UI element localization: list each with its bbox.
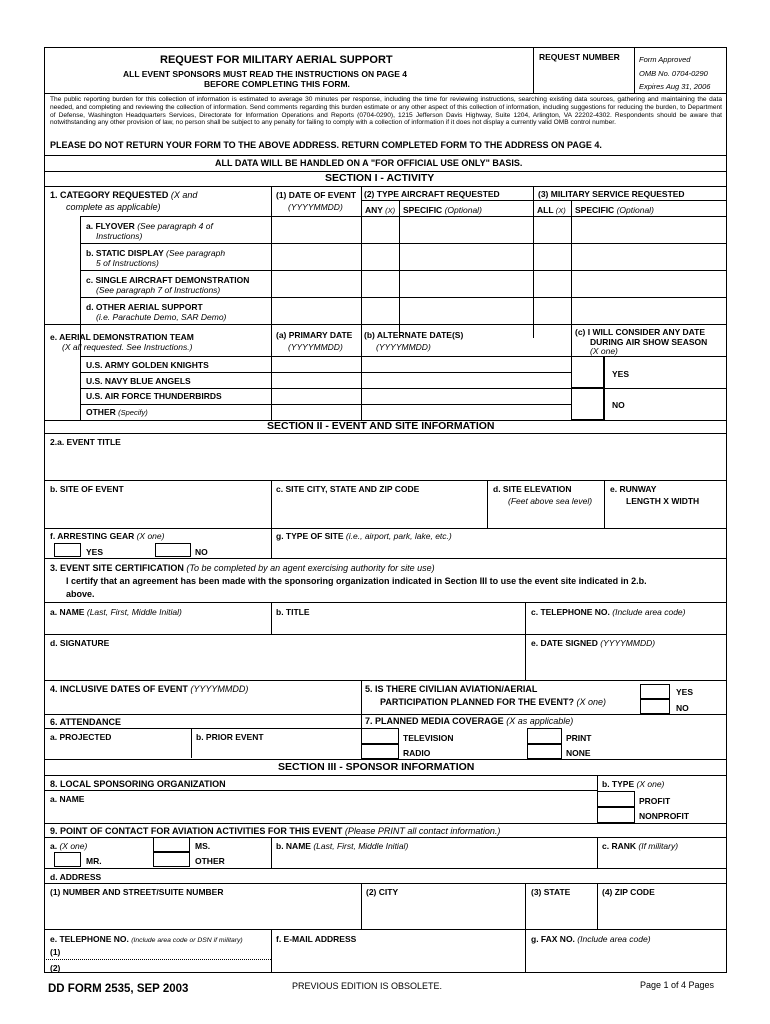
static-display-label: b. STATIC DISPLAY (See paragraph bbox=[86, 248, 226, 258]
single-aircraft-note: (See paragraph 7 of Instructions) bbox=[96, 285, 221, 295]
print-checkbox[interactable] bbox=[527, 728, 562, 744]
civilian-participation-label: PARTICIPATION PLANNED FOR THE EVENT? (X one) bbox=[380, 697, 607, 707]
category-requested-label: 1. CATEGORY REQUESTED (X and bbox=[50, 190, 198, 200]
team-golden-knights: U.S. ARMY GOLDEN KNIGHTS bbox=[86, 360, 209, 370]
other-aerial-note: (i.e. Parachute Demo, SAR Demo) bbox=[96, 312, 227, 322]
consider-season-label: DURING AIR SHOW SEASON bbox=[590, 337, 708, 347]
primary-date-label: (a) PRIMARY DATE bbox=[276, 330, 353, 340]
site-city-label: c. SITE CITY, STATE AND ZIP CODE bbox=[276, 484, 420, 494]
civilian-no-checkbox[interactable] bbox=[640, 699, 670, 714]
flyover-label: a. FLYOVER (See paragraph 4 of bbox=[86, 221, 213, 231]
page-number: Page 1 of 4 Pages bbox=[640, 980, 715, 990]
certification-text: I certify that an agreement has been made with the sponsoring organization indicated in Section III to use the event site indicated in 2.b. bbox=[66, 576, 647, 586]
ms-label: MS. bbox=[195, 841, 211, 851]
all-label: ALL (X) bbox=[537, 205, 566, 215]
alternate-date-label: (b) ALTERNATE DATE(S) bbox=[364, 330, 464, 340]
poc-name-label: b. NAME (Last, First, Middle Initial) bbox=[276, 841, 409, 851]
expiration-date: Expires Aug 31, 2006 bbox=[639, 82, 711, 91]
radio-label: RADIO bbox=[403, 748, 431, 758]
rank-label: c. RANK (If military) bbox=[602, 841, 679, 851]
profit-checkbox[interactable] bbox=[597, 791, 635, 807]
flyover-note: Instructions) bbox=[96, 231, 143, 241]
site-of-event-label: b. SITE OF EVENT bbox=[50, 484, 124, 494]
type-of-site-label: g. TYPE OF SITE (i.e., airport, park, lake, etc.) bbox=[276, 531, 452, 541]
civilian-no-label: NO bbox=[676, 703, 689, 713]
address-label: d. ADDRESS bbox=[50, 872, 102, 882]
arresting-no-label: NO bbox=[195, 547, 208, 557]
consider-no-label: NO bbox=[612, 400, 625, 410]
fouo-notice: ALL DATA WILL BE HANDLED ON A "FOR OFFICIAL USE ONLY" BASIS. bbox=[215, 158, 523, 168]
consider-no-checkbox[interactable] bbox=[571, 388, 604, 420]
cert-telephone-label: c. TELEPHONE NO. (Include area code) bbox=[531, 607, 686, 617]
instruction-line-2: BEFORE COMPLETING THIS FORM. bbox=[204, 79, 350, 89]
poc-telephone-label: e. TELEPHONE NO. (Include area code or DSN if military) bbox=[50, 934, 243, 944]
sponsor-type-label: b. TYPE (X one) bbox=[602, 779, 665, 789]
site-certification-label: 3. EVENT SITE CERTIFICATION (To be completed by an agent exercising authority for site use) bbox=[50, 563, 435, 573]
mr-label: MR. bbox=[86, 856, 102, 866]
arresting-yes-label: YES bbox=[86, 547, 104, 557]
arresting-yes-checkbox[interactable] bbox=[54, 543, 81, 557]
specific-label: SPECIFIC (Optional) bbox=[403, 205, 482, 215]
salutation-label: a. (X one) bbox=[50, 841, 88, 851]
date-of-event-format: (YYYYMMDD) bbox=[288, 202, 343, 212]
service-specific-label: SPECIFIC (Optional) bbox=[575, 205, 654, 215]
email-label: f. E-MAIL ADDRESS bbox=[276, 934, 357, 944]
consider-yes-label: YES bbox=[612, 369, 630, 379]
profit-label: PROFIT bbox=[639, 796, 671, 806]
return-notice: PLEASE DO NOT RETURN YOUR FORM TO THE ABOVE ADDRESS. RETURN COMPLETED FORM TO THE ADDRESS ON PAGE 4. bbox=[50, 140, 602, 150]
tv-checkbox[interactable] bbox=[361, 728, 399, 744]
team-thunderbirds: U.S. AIR FORCE THUNDERBIRDS bbox=[86, 391, 222, 401]
primary-date-format: (YYYYMMDD) bbox=[288, 342, 343, 352]
certification-text-2: above. bbox=[66, 589, 95, 599]
tv-label: TELEVISION bbox=[403, 733, 454, 743]
event-title-field[interactable] bbox=[46, 450, 726, 478]
poc-label: 9. POINT OF CONTACT FOR AVIATION ACTIVITIES FOR THIS EVENT (Please PRINT all contact information.) bbox=[50, 826, 501, 836]
runway-dims-label: LENGTH X WIDTH bbox=[626, 496, 700, 506]
consider-xone: (X one) bbox=[590, 346, 618, 356]
attendance-label: 6. ATTENDANCE bbox=[50, 717, 122, 727]
prior-event-label: b. PRIOR EVENT bbox=[196, 732, 264, 742]
street-label: (1) NUMBER AND STREET/SUITE NUMBER bbox=[50, 887, 224, 897]
event-title-label: 2.a. EVENT TITLE bbox=[50, 437, 121, 447]
team-other: OTHER (Specify) bbox=[86, 407, 148, 417]
none-checkbox[interactable] bbox=[527, 744, 562, 759]
site-elevation-label: d. SITE ELEVATION bbox=[493, 484, 572, 494]
arresting-gear-label: f. ARRESTING GEAR (X one) bbox=[50, 531, 165, 541]
cert-title-label: b. TITLE bbox=[276, 607, 310, 617]
other-salutation-label: OTHER bbox=[195, 856, 225, 866]
section-3-title: SECTION III - SPONSOR INFORMATION bbox=[278, 761, 475, 773]
mr-checkbox[interactable] bbox=[54, 852, 81, 867]
consider-yes-checkbox[interactable] bbox=[571, 356, 604, 388]
print-label: PRINT bbox=[566, 733, 592, 743]
inclusive-dates-label: 4. INCLUSIVE DATES OF EVENT (YYYYMMDD) bbox=[50, 684, 249, 694]
form-number: DD FORM 2535, SEP 2003 bbox=[48, 983, 189, 995]
site-elevation-note: (Feet above sea level) bbox=[508, 496, 593, 506]
cert-name-label: a. NAME (Last, First, Middle Initial) bbox=[50, 607, 182, 617]
projected-label: a. PROJECTED bbox=[50, 732, 112, 742]
radio-checkbox[interactable] bbox=[361, 744, 399, 759]
other-checkbox[interactable] bbox=[153, 852, 190, 867]
request-number-field[interactable] bbox=[534, 64, 634, 92]
aircraft-type-label: (2) TYPE AIRCRAFT REQUESTED bbox=[364, 189, 500, 199]
team-blue-angels: U.S. NAVY BLUE ANGELS bbox=[86, 376, 191, 386]
cert-signature-label: d. SIGNATURE bbox=[50, 638, 110, 648]
date-signed-label: e. DATE SIGNED (YYYYMMDD) bbox=[531, 638, 656, 648]
media-coverage-label: 7. PLANNED MEDIA COVERAGE (X as applicable) bbox=[365, 716, 574, 726]
any-label: ANY (X) bbox=[365, 205, 396, 215]
omb-number: OMB No. 0704-0290 bbox=[639, 69, 708, 78]
civilian-yes-label: YES bbox=[676, 687, 694, 697]
runway-label: e. RUNWAY bbox=[610, 484, 657, 494]
category-requested-note: complete as applicable) bbox=[66, 202, 161, 212]
fax-label: g. FAX NO. (Include area code) bbox=[531, 934, 651, 944]
ms-checkbox[interactable] bbox=[153, 837, 190, 852]
other-aerial-label: d. OTHER AERIAL SUPPORT bbox=[86, 302, 203, 312]
sponsor-name-label: a. NAME bbox=[50, 794, 85, 804]
city-label: (2) CITY bbox=[366, 887, 399, 897]
zip-label: (4) ZIP CODE bbox=[602, 887, 655, 897]
military-service-label: (3) MILITARY SERVICE REQUESTED bbox=[538, 189, 685, 199]
civilian-yes-checkbox[interactable] bbox=[640, 684, 670, 699]
section-2-title: SECTION II - EVENT AND SITE INFORMATION bbox=[267, 420, 495, 432]
section-1-title: SECTION I - ACTIVITY bbox=[325, 172, 435, 184]
nonprofit-checkbox[interactable] bbox=[597, 807, 635, 823]
demo-team-note: (X all requested. See Instructions.) bbox=[62, 342, 193, 352]
static-display-note: 5 of Instructions) bbox=[96, 258, 159, 268]
state-label: (3) STATE bbox=[531, 887, 571, 897]
telephone-2-label: (2) bbox=[50, 963, 61, 973]
consider-any-date-label: (c) I WILL CONSIDER ANY DATE bbox=[575, 327, 706, 337]
none-label: NONE bbox=[566, 748, 591, 758]
single-aircraft-label: c. SINGLE AIRCRAFT DEMONSTRATION bbox=[86, 275, 250, 285]
request-number-label: REQUEST NUMBER bbox=[539, 52, 620, 62]
instruction-line-1: ALL EVENT SPONSORS MUST READ THE INSTRUCTIONS ON PAGE 4 bbox=[123, 69, 407, 79]
arresting-no-checkbox[interactable] bbox=[155, 543, 191, 557]
alternate-date-format: (YYYYMMDD) bbox=[376, 342, 431, 352]
burden-statement: The public reporting burden for this collection of information is estimated to average 30 minutes per response, including the time for reviewing instructions, searching existing data sources, gathering and maintaining the data needed, and completing and reviewing the collection of information. Send comments regarding this burden estimate or any other aspect of this collection of information, including suggestions for reducing the burden, to Department of Defense, Washington Headquarters Services, Directorate for Information Operations and Reports (0704-0290), 1215 Jefferson Davis Highway, Suite 1204, Arlington, VA 22202-4302. Respondents should be aware that notwithstanding any other provision of law, no person shall be subject to any penalty for failing to comply with a collection of information if it does not display a currently valid OMB control number. bbox=[50, 96, 722, 127]
sponsor-org-label: 8. LOCAL SPONSORING ORGANIZATION bbox=[50, 779, 226, 789]
form-title: REQUEST FOR MILITARY AERIAL SUPPORT bbox=[160, 54, 393, 66]
demo-team-label: e. AERIAL DEMONSTRATION TEAM bbox=[50, 332, 194, 342]
date-of-event-label: (1) DATE OF EVENT bbox=[276, 190, 357, 200]
telephone-1-label: (1) bbox=[50, 947, 61, 957]
obsolete-notice: PREVIOUS EDITION IS OBSOLETE. bbox=[292, 981, 443, 991]
nonprofit-label: NONPROFIT bbox=[639, 811, 690, 821]
civilian-aviation-label: 5. IS THERE CIVILIAN AVIATION/AERIAL bbox=[365, 684, 538, 694]
form-approved: Form Approved bbox=[639, 55, 691, 64]
